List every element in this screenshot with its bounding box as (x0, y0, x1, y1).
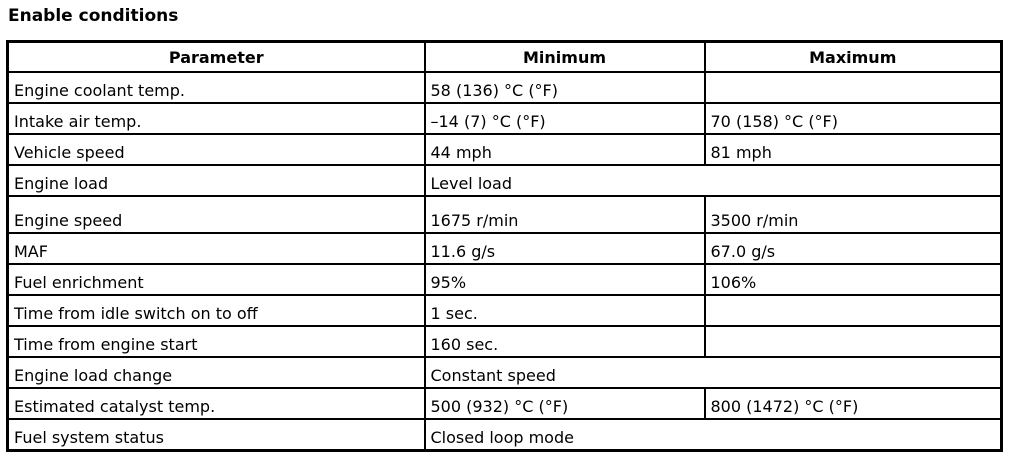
cell-maximum: 3500 r/min (705, 196, 1002, 233)
table-row (8, 165, 1002, 196)
cell-value: Constant speed (425, 357, 1002, 388)
cell-minimum: 58 (136) °C (°F) (425, 72, 705, 103)
table-row (8, 388, 1002, 419)
cell-minimum: 11.6 g/s (425, 233, 705, 264)
cell-maximum: 67.0 g/s (705, 233, 1002, 264)
cell-minimum: 500 (932) °C (°F) (425, 388, 705, 419)
cell-parameter: Engine coolant temp. (8, 72, 425, 103)
cell-parameter: Engine load (8, 165, 425, 196)
cell-parameter: Engine load change (8, 357, 425, 388)
cell-minimum: 44 mph (425, 134, 705, 165)
cell-maximum: 70 (158) °C (°F) (705, 103, 1002, 134)
table-row (8, 72, 1002, 103)
cell-minimum: –14 (7) °C (°F) (425, 103, 705, 134)
cell-parameter: Time from idle switch on to off (8, 295, 425, 326)
cell-minimum: 160 sec. (425, 326, 705, 357)
section-title: Enable conditions (8, 6, 179, 26)
table-row (8, 196, 1002, 233)
cell-parameter: Estimated catalyst temp. (8, 388, 425, 419)
header-minimum: Minimum (425, 42, 705, 73)
table-row (8, 233, 1002, 264)
cell-maximum (705, 72, 1002, 103)
table-row (8, 264, 1002, 295)
cell-parameter: MAF (8, 233, 425, 264)
header-parameter: Parameter (8, 42, 425, 73)
enable-conditions-table (6, 40, 1003, 452)
cell-minimum: 95% (425, 264, 705, 295)
cell-parameter: Time from engine start (8, 326, 425, 357)
table-row (8, 103, 1002, 134)
cell-maximum (705, 326, 1002, 357)
cell-parameter: Intake air temp. (8, 103, 425, 134)
cell-parameter: Fuel system status (8, 419, 425, 451)
table-row (8, 295, 1002, 326)
table-header-row (8, 42, 1002, 73)
cell-parameter: Vehicle speed (8, 134, 425, 165)
cell-parameter: Fuel enrichment (8, 264, 425, 295)
cell-value: Closed loop mode (425, 419, 1002, 451)
cell-maximum: 106% (705, 264, 1002, 295)
cell-parameter: Engine speed (8, 196, 425, 233)
cell-value: Level load (425, 165, 1002, 196)
cell-maximum: 800 (1472) °C (°F) (705, 388, 1002, 419)
header-maximum: Maximum (705, 42, 1002, 73)
table-row (8, 357, 1002, 388)
table-row (8, 134, 1002, 165)
cell-maximum: 81 mph (705, 134, 1002, 165)
cell-minimum: 1 sec. (425, 295, 705, 326)
table-row (8, 419, 1002, 451)
table-row (8, 326, 1002, 357)
cell-maximum (705, 295, 1002, 326)
cell-minimum: 1675 r/min (425, 196, 705, 233)
